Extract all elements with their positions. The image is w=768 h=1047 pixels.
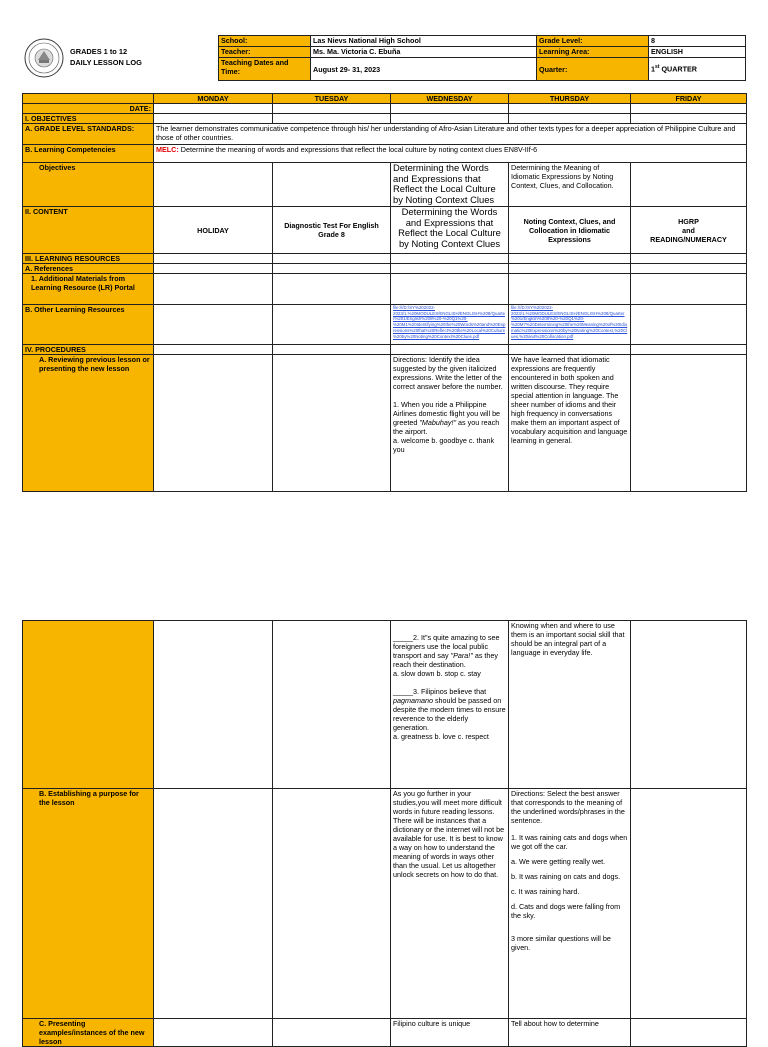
q2-italic: "Para!" [450,651,473,660]
learning-competencies-text [154,145,747,163]
purpose-more-questions: 3 more similar questions will be given. [511,934,611,952]
day-friday: FRIDAY [631,94,747,104]
area-value: ENGLISH [649,47,746,58]
review-wed-text: Directions: Identify the idea suggested by the given italicized expressions. Write the letter of the correct answer before the number. 1. When you ride a Philippine Airlines domestic flight you will be greeted [393,355,503,427]
review-wed-end: as you reach the airport. a. welcome b. goodbye c. thank you [393,418,500,454]
purpose-question-1: 1. It was raining cats and dogs when we got off the car. [511,833,628,851]
quarter-word: QUARTER [659,64,697,74]
date-label: DATE: [23,104,154,114]
examples-wednesday: Filipino culture is unique [391,1019,509,1047]
content-heading: II. CONTENT [23,207,154,254]
purpose-choice-b: b. It was raining on cats and dogs. [511,872,621,881]
learning-competencies-label: B. Learning Competencies [23,145,154,163]
examples-thursday: Tell about how to determine [509,1019,631,1047]
q2-text: _____2. It"s quite amazing to see foreigners use the local public transport and say [393,633,500,660]
continued-thursday: Knowing when and where to use them is an important social skill that should be an integral part of a language in everyday life. [509,621,631,789]
teacher-value: Ms. Ma. Victoria C. Ebuña [311,47,537,58]
purpose-choice-c: c. It was raining hard. [511,887,580,896]
q3-text: _____3. Filipinos believe that [393,687,487,696]
other-resources-label: B. Other Learning Resources [23,305,154,345]
content-thursday: Noting Context, Clues, and Collocation in Idiomatic Expressions [509,207,631,254]
procedures-heading: IV. PROCEDURES [23,345,154,355]
title-line-2: DAILY LESSON LOG [70,57,142,67]
quarter-label: Quarter: [537,58,649,81]
lesson-log-table-page-2 [22,620,747,1047]
day-tuesday: TUESDAY [273,94,391,104]
school-value: Las Nievs National High School [311,36,537,47]
quarter-value [649,58,746,81]
objectives-thursday: Determining the Meaning of Idiomatic Expressions by Noting Context, Clues, and Collocation. [509,163,631,207]
dates-value: August 29- 31, 2023 [311,58,537,81]
area-label: Learning Area: [537,47,649,58]
resource-link-thursday[interactable]: file:///D:/SY%202022-2023/1.%20MODULES/ENGLISH/ENGLISH%208/Quarter%201/English%208%20-%20Q1%20-%20M7%20Determining%20the%20Meaning%20of%20Idiomatic%20Expressions%20by%20Noting%20Context,%20Clues,%20and%20Collocation.pdf [509,305,631,345]
corner-cell [23,94,154,104]
grade-level-standards-label: A. GRADE LEVEL STANDARDS: [23,124,154,145]
melc-text: Determine the meaning of words and expressions that reflect the local culture by noting context clues EN8V-IIf-6 [178,145,538,154]
additional-materials-label: 1. Additional Materials from Learning Resource (LR) Portal [23,274,154,305]
content-wednesday: Determining the Words and Expressions that Reflect the Local Culture by Noting Context Clues [391,207,509,254]
day-wednesday: WEDNESDAY [391,94,509,104]
purpose-wednesday: As you go further in your studies,you will meet more difficult words in future reading lessons. There will be instances that a dictionary or the internet will not be available for use. It is best to know a way on how to understand the meaning of words in ways other than the usual. Let us altogether unlock secrets on how to do that. [391,789,509,1019]
day-thursday: THURSDAY [509,94,631,104]
content-monday: HOLIDAY [154,207,273,254]
purpose-thursday [509,789,631,1019]
continued-wednesday [391,621,509,789]
review-thursday: We have learned that idiomatic expressions are frequently encountered in both spoken and written discourse. They require special attention in language. The sheer number of idioms and their high frequency in conversations make them an important aspect of vocabulary acquisition and language learning in general. [509,355,631,492]
document-title [70,47,142,68]
quarter-suffix: st [655,64,660,71]
content-tuesday: Diagnostic Test For English Grade 8 [273,207,391,254]
deped-seal-icon [24,38,64,78]
lesson-log-table-page-1 [22,93,747,492]
purpose-choice-d: d. Cats and dogs were falling from the sky. [511,902,621,920]
purpose-label: B. Establishing a purpose for the lesson [23,789,154,1019]
quarter-number: 1 [651,64,655,74]
content-friday: HGRP and READING/NUMERACY [631,207,747,254]
day-monday: MONDAY [154,94,273,104]
resources-heading: III. LEARNING RESOURCES [23,254,154,264]
grade-label: Grade Level: [537,36,649,47]
title-line-1: GRADES 1 to 12 [70,47,128,56]
q3-italic: pagmamano [393,696,433,705]
purpose-directions: Directions: Select the best answer that corresponds to the meaning of the underlined words/phrases in the sentence. [511,789,625,825]
objectives-wednesday: Determining the Words and Expressions that Reflect the Local Culture by Noting Context Clues [391,163,509,207]
examples-label: C. Presenting examples/instances of the new lesson [23,1019,154,1047]
resource-link-wednesday[interactable]: file:///D:/SY%202022-2023/1.%20MODULES/ENGLISH/ENGLISH%208/Quarter%201/English%208%20-%20Q1%20-%20M1%20Identifying%20the%20Words%20and%20Expressions%20that%20Reflect%20the%20Local%20Culture%20by%20Noting%20Context%20Clues.pdf [391,305,509,345]
objectives-heading: I. OBJECTIVES [23,114,154,124]
q3-end: should be passed on despite the modern times to ensure reverence to the elderly generation. a. greatness b. love c. respect [393,696,506,741]
melc-tag: MELC: [156,145,179,154]
purpose-choice-a: a. We were getting really wet. [511,857,606,866]
references-label: A. References [23,264,154,274]
dates-label: Teaching Dates and Time: [219,58,311,81]
header-info-table [218,35,746,81]
objectives-label: Objectives [23,163,154,207]
grade-level-standards-text: The learner demonstrates communicative competence through his/ her understanding of Afro-Asian Literature and other texts types for a deeper appreciation of Philippine Culture and those of other countries. [154,124,747,145]
review-wed-italic: "Mabuhay!" [419,418,457,427]
q2-end: as they reach their destination. a. slow down b. stop c. stay [393,651,499,678]
grade-value: 8 [649,36,746,47]
continued-label-cell [23,621,154,789]
review-lesson-label: A. Reviewing previous lesson or presenting the new lesson [23,355,154,492]
teacher-label: Teacher: [219,47,311,58]
review-wednesday [391,355,509,492]
school-label: School: [219,36,311,47]
